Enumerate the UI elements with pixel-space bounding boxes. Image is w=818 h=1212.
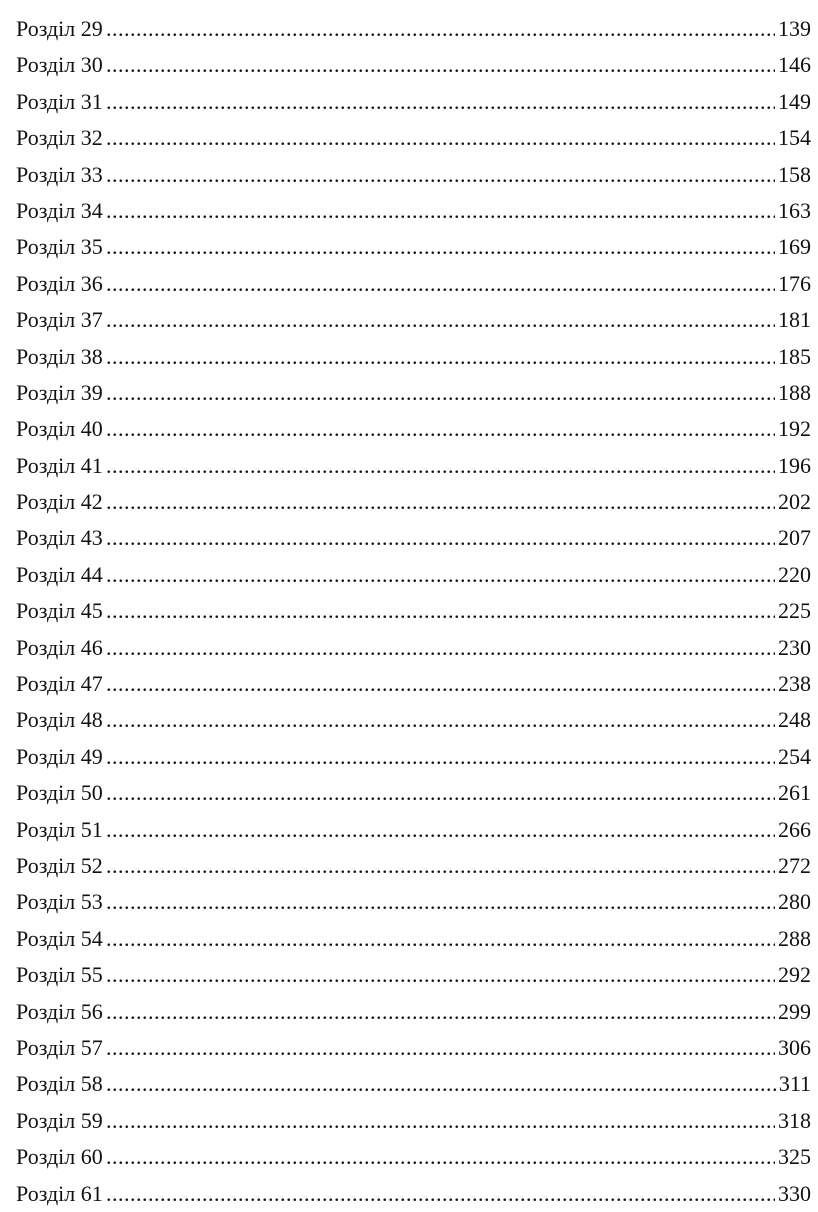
- toc-entry-title: ..... Розділ 60: [16, 1139, 104, 1175]
- toc-entry[interactable]: [16, 11, 811, 47]
- toc-entry[interactable]: [16, 994, 811, 1030]
- toc-entry-page-number: 288: [775, 921, 811, 957]
- toc-entry[interactable]: [16, 630, 811, 666]
- toc-entry-page-number: 225: [775, 593, 811, 629]
- toc-entry-page-number: 192: [775, 411, 811, 447]
- toc-entry-page-number: 176: [775, 266, 811, 302]
- toc-entry[interactable]: [16, 921, 811, 957]
- toc-entry-title: ..... Розділ 61: [16, 1176, 104, 1212]
- toc-entry[interactable]: [16, 884, 811, 920]
- toc-entry-page-number: 280: [775, 884, 811, 920]
- toc-entry-page-number: 149: [775, 84, 811, 120]
- toc-entry[interactable]: [16, 193, 811, 229]
- toc-entry[interactable]: [16, 1139, 811, 1175]
- toc-entry-title: ..... Розділ 49: [16, 739, 104, 775]
- toc-entry[interactable]: [16, 411, 811, 447]
- toc-entry[interactable]: [16, 557, 811, 593]
- toc-entry-page-number: 181: [775, 302, 811, 338]
- toc-entry[interactable]: [16, 1176, 811, 1212]
- toc-entry[interactable]: [16, 593, 811, 629]
- toc-entry-title: ..... Розділ 50: [16, 775, 104, 811]
- toc-entry[interactable]: [16, 739, 811, 775]
- toc-entry[interactable]: [16, 120, 811, 156]
- toc-entry-page-number: 202: [775, 484, 811, 520]
- toc-entry-title: ..... Розділ 37: [16, 302, 104, 338]
- toc-list: [16, 11, 811, 1212]
- toc-entry-page-number: 230: [775, 630, 811, 666]
- toc-entry[interactable]: [16, 339, 811, 375]
- toc-entry[interactable]: [16, 812, 811, 848]
- toc-entry[interactable]: [16, 1066, 811, 1102]
- toc-entry-page-number: 266: [775, 812, 811, 848]
- toc-entry-title: ..... Розділ 47: [16, 666, 104, 702]
- toc-entry-title: ..... Розділ 33: [16, 157, 104, 193]
- toc-entry-title: ..... Розділ 52: [16, 848, 104, 884]
- toc-entry-page-number: 154: [775, 120, 811, 156]
- toc-entry-page-number: 325: [775, 1139, 811, 1175]
- toc-entry[interactable]: [16, 448, 811, 484]
- toc-entry[interactable]: [16, 484, 811, 520]
- toc-entry-page-number: 292: [775, 957, 811, 993]
- toc-entry[interactable]: [16, 157, 811, 193]
- toc-entry-title: ..... Розділ 39: [16, 375, 104, 411]
- toc-entry-title: ..... Розділ 53: [16, 884, 104, 920]
- toc-entry-page-number: 158: [775, 157, 811, 193]
- toc-entry[interactable]: [16, 47, 811, 83]
- toc-entry[interactable]: [16, 1030, 811, 1066]
- toc-entry[interactable]: [16, 775, 811, 811]
- toc-entry-title: ..... Розділ 44: [16, 557, 104, 593]
- toc-entry-page-number: 311: [776, 1066, 811, 1102]
- toc-entry-title: ..... Розділ 34: [16, 193, 104, 229]
- toc-entry-page-number: 139: [775, 11, 811, 47]
- toc-entry-page-number: 220: [775, 557, 811, 593]
- toc-entry-title: ..... Розділ 43: [16, 520, 104, 556]
- toc-entry-title: ..... Розділ 59: [16, 1103, 104, 1139]
- toc-entry-page-number: 330: [775, 1176, 811, 1212]
- toc-entry-title: ..... Розділ 41: [16, 448, 104, 484]
- toc-entry-page-number: 188: [775, 375, 811, 411]
- toc-entry[interactable]: [16, 1103, 811, 1139]
- toc-entry-title: ..... Розділ 45: [16, 593, 104, 629]
- toc-entry-title: ..... Розділ 55: [16, 957, 104, 993]
- toc-entry-page-number: 207: [775, 520, 811, 556]
- toc-entry-page-number: 318: [775, 1103, 811, 1139]
- toc-entry-title: ..... Розділ 31: [16, 84, 104, 120]
- toc-entry[interactable]: [16, 520, 811, 556]
- toc-entry-title: ..... Розділ 29: [16, 11, 104, 47]
- toc-entry-page-number: 238: [775, 666, 811, 702]
- toc-entry-title: ..... Розділ 42: [16, 484, 104, 520]
- toc-entry-page-number: 185: [775, 339, 811, 375]
- toc-entry[interactable]: [16, 702, 811, 738]
- toc-entry-page-number: 261: [775, 775, 811, 811]
- toc-entry-page-number: 248: [775, 702, 811, 738]
- toc-entry-page-number: 169: [775, 229, 811, 265]
- toc-entry-title: ..... Розділ 56: [16, 994, 104, 1030]
- toc-entry-title: ..... Розділ 46: [16, 630, 104, 666]
- toc-entry-title: ..... Розділ 32: [16, 120, 104, 156]
- toc-entry[interactable]: [16, 957, 811, 993]
- toc-entry-title: ..... Розділ 48: [16, 702, 104, 738]
- toc-entry[interactable]: [16, 266, 811, 302]
- toc-entry[interactable]: [16, 84, 811, 120]
- toc-entry[interactable]: [16, 302, 811, 338]
- toc-entry[interactable]: [16, 666, 811, 702]
- toc-entry-title: ..... Розділ 51: [16, 812, 104, 848]
- toc-entry-title: ..... Розділ 40: [16, 411, 104, 447]
- toc-entry-page-number: 163: [775, 193, 811, 229]
- toc-entry[interactable]: [16, 848, 811, 884]
- toc-entry-page-number: 254: [775, 739, 811, 775]
- toc-entry-title: ..... Розділ 30: [16, 47, 104, 83]
- toc-entry-page-number: 299: [775, 994, 811, 1030]
- toc-entry[interactable]: [16, 229, 811, 265]
- toc-entry-title: ..... Розділ 35: [16, 229, 104, 265]
- toc-entry[interactable]: [16, 375, 811, 411]
- toc-entry-title: ..... Розділ 54: [16, 921, 104, 957]
- toc-entry-title: ..... Розділ 58: [16, 1066, 104, 1102]
- toc-entry-page-number: 306: [775, 1030, 811, 1066]
- toc-entry-page-number: 146: [775, 47, 811, 83]
- toc-entry-title: ..... Розділ 36: [16, 266, 104, 302]
- toc-entry-page-number: 196: [775, 448, 811, 484]
- toc-entry-title: ..... Розділ 38: [16, 339, 104, 375]
- toc-entry-page-number: 272: [775, 848, 811, 884]
- toc-entry-title: ..... Розділ 57: [16, 1030, 104, 1066]
